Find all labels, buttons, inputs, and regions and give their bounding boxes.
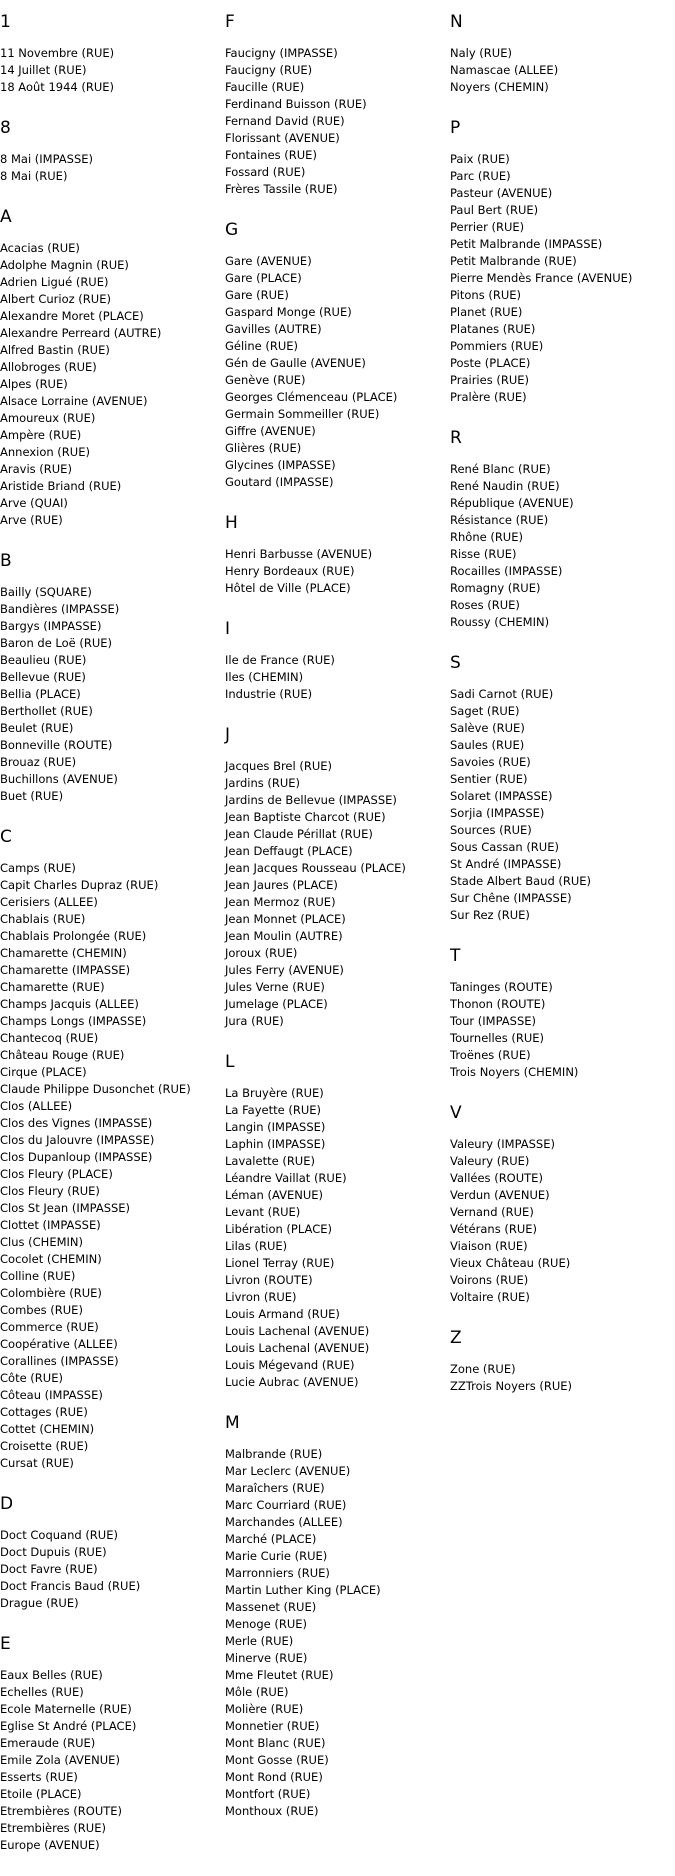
street-item: Joroux (RUE) bbox=[225, 946, 298, 960]
street-item: Verdun (AVENUE) bbox=[450, 1188, 550, 1202]
letter-section bbox=[0, 12, 220, 96]
street-item: 18 Août 1944 (RUE) bbox=[0, 80, 115, 94]
street-item: Echelles (RUE) bbox=[0, 1685, 84, 1699]
street-item: Rocailles (IMPASSE) bbox=[450, 564, 563, 578]
section-heading: C bbox=[0, 827, 12, 847]
street-item: Levant (RUE) bbox=[225, 1205, 301, 1219]
street-item: Clos des Vignes (IMPASSE) bbox=[0, 1116, 153, 1130]
street-list bbox=[0, 1667, 220, 1854]
section-heading: B bbox=[0, 551, 12, 571]
street-item: Thonon (ROUTE) bbox=[450, 997, 546, 1011]
street-item: Mont Rond (RUE) bbox=[225, 1770, 323, 1784]
street-item: Jardins de Bellevue (IMPASSE) bbox=[225, 793, 397, 807]
section-heading: Z bbox=[450, 1328, 462, 1348]
letter-section bbox=[225, 725, 445, 1030]
street-item: Sentier (RUE) bbox=[450, 772, 528, 786]
street-item: Risse (RUE) bbox=[450, 547, 517, 561]
street-item: Lionel Terray (RUE) bbox=[225, 1256, 335, 1270]
street-item: Martin Luther King (PLACE) bbox=[225, 1583, 381, 1597]
street-item: Gén de Gaulle (AVENUE) bbox=[225, 356, 366, 370]
street-item: Jean Deffaugt (PLACE) bbox=[225, 844, 353, 858]
street-list bbox=[225, 1446, 445, 1820]
street-item: Beulet (RUE) bbox=[0, 721, 74, 735]
street-item: Glycines (IMPASSE) bbox=[225, 458, 336, 472]
street-item: La Fayette (RUE) bbox=[225, 1103, 321, 1117]
letter-section bbox=[225, 220, 445, 491]
street-item: Esserts (RUE) bbox=[0, 1770, 78, 1784]
street-list bbox=[450, 979, 670, 1081]
street-item: Champs Longs (IMPASSE) bbox=[0, 1014, 147, 1028]
street-item: Allobroges (RUE) bbox=[0, 360, 97, 374]
street-item: Alexandre Perreard (AUTRE) bbox=[0, 326, 162, 340]
street-list bbox=[450, 461, 670, 631]
street-item: Lucie Aubrac (AVENUE) bbox=[225, 1375, 359, 1389]
street-item: Zone (RUE) bbox=[450, 1362, 516, 1376]
street-item: Géline (RUE) bbox=[225, 339, 299, 353]
street-item: Bailly (SQUARE) bbox=[0, 585, 92, 599]
street-item: Valeury (RUE) bbox=[450, 1154, 530, 1168]
street-item: Jean Mermoz (RUE) bbox=[225, 895, 336, 909]
street-list bbox=[0, 45, 220, 96]
street-item: Bandières (IMPASSE) bbox=[0, 602, 120, 616]
section-heading: H bbox=[225, 513, 238, 533]
street-index-column-2 bbox=[225, 12, 445, 1842]
street-item: Alpes (RUE) bbox=[0, 377, 68, 391]
street-item: Côte (RUE) bbox=[0, 1371, 63, 1385]
section-heading: A bbox=[0, 207, 12, 227]
section-heading: I bbox=[225, 619, 231, 639]
street-item: Troënes (RUE) bbox=[450, 1048, 531, 1062]
street-item: Mar Leclerc (AVENUE) bbox=[225, 1464, 351, 1478]
street-item: Château Rouge (RUE) bbox=[0, 1048, 125, 1062]
street-item: Vernand (RUE) bbox=[450, 1205, 534, 1219]
street-item: Clos Dupanloup (IMPASSE) bbox=[0, 1150, 153, 1164]
street-item: République (AVENUE) bbox=[450, 496, 574, 510]
street-list bbox=[450, 151, 670, 406]
street-item: Bellevue (RUE) bbox=[0, 670, 86, 684]
street-item: Eglise St André (PLACE) bbox=[0, 1719, 137, 1733]
section-heading: E bbox=[0, 1634, 11, 1654]
street-item: Germain Sommeiller (RUE) bbox=[225, 407, 380, 421]
street-item: Laphin (IMPASSE) bbox=[225, 1137, 326, 1151]
letter-section bbox=[225, 1413, 445, 1820]
street-list bbox=[450, 1361, 670, 1395]
street-item: Georges Clémenceau (PLACE) bbox=[225, 390, 398, 404]
street-item: Lavalette (RUE) bbox=[225, 1154, 315, 1168]
section-heading: L bbox=[225, 1052, 235, 1072]
street-item: Alfred Bastin (RUE) bbox=[0, 343, 110, 357]
street-item: Valeury (IMPASSE) bbox=[450, 1137, 555, 1151]
letter-section bbox=[450, 653, 670, 924]
letter-section bbox=[450, 428, 670, 631]
street-item: Solaret (IMPASSE) bbox=[450, 789, 553, 803]
street-item: Glières (RUE) bbox=[225, 441, 302, 455]
street-item: Tournelles (RUE) bbox=[450, 1031, 545, 1045]
street-item: Aravis (RUE) bbox=[0, 462, 72, 476]
street-item: Pralère (RUE) bbox=[450, 390, 527, 404]
street-item: Beaulieu (RUE) bbox=[0, 653, 87, 667]
street-item: Genève (RUE) bbox=[225, 373, 306, 387]
street-item: Petit Malbrande (IMPASSE) bbox=[450, 237, 603, 251]
street-item: Poste (PLACE) bbox=[450, 356, 531, 370]
street-item: Saules (RUE) bbox=[450, 738, 525, 752]
street-list bbox=[225, 1085, 445, 1391]
street-item: Môle (RUE) bbox=[225, 1685, 289, 1699]
street-item: Chablais Prolongée (RUE) bbox=[0, 929, 147, 943]
letter-section bbox=[450, 946, 670, 1081]
street-item: Jules Verne (RUE) bbox=[225, 980, 325, 994]
street-item: Jean Jacques Rousseau (PLACE) bbox=[225, 861, 406, 875]
street-item: Clus (CHEMIN) bbox=[0, 1235, 83, 1249]
street-item: Ampère (RUE) bbox=[0, 428, 82, 442]
street-item: Livron (ROUTE) bbox=[225, 1273, 313, 1287]
street-item: Fossard (RUE) bbox=[225, 165, 306, 179]
street-item: Lilas (RUE) bbox=[225, 1239, 288, 1253]
street-item: Maraîchers (RUE) bbox=[225, 1481, 325, 1495]
street-item: Malbrande (RUE) bbox=[225, 1447, 323, 1461]
letter-section bbox=[0, 207, 220, 529]
street-item: Bellia (PLACE) bbox=[0, 687, 81, 701]
street-item: Tour (IMPASSE) bbox=[450, 1014, 536, 1028]
street-item: Langin (IMPASSE) bbox=[225, 1120, 326, 1134]
letter-section bbox=[0, 118, 220, 185]
street-item: Noyers (CHEMIN) bbox=[450, 80, 549, 94]
street-item: Camps (RUE) bbox=[0, 861, 76, 875]
street-item: Mont Gosse (RUE) bbox=[225, 1753, 329, 1767]
street-item: Montfort (RUE) bbox=[225, 1787, 311, 1801]
street-item: Coopérative (ALLEE) bbox=[0, 1337, 118, 1351]
street-item: Alexandre Moret (PLACE) bbox=[0, 309, 144, 323]
street-item: Platanes (RUE) bbox=[450, 322, 536, 336]
street-item: Alsace Lorraine (AVENUE) bbox=[0, 394, 148, 408]
street-item: Menoge (RUE) bbox=[225, 1617, 307, 1631]
street-item: Chamarette (CHEMIN) bbox=[0, 946, 127, 960]
section-heading: G bbox=[225, 220, 239, 240]
street-item: Jura (RUE) bbox=[225, 1014, 284, 1028]
street-item: 8 Mai (IMPASSE) bbox=[0, 152, 94, 166]
street-index-column-1 bbox=[0, 12, 220, 1876]
street-item: Pierre Mendès France (AVENUE) bbox=[450, 271, 633, 285]
street-item: Marché (PLACE) bbox=[225, 1532, 317, 1546]
street-item: Louis Lachenal (AVENUE) bbox=[225, 1324, 370, 1338]
street-item: Emeraude (RUE) bbox=[0, 1736, 96, 1750]
street-item: Jumelage (PLACE) bbox=[225, 997, 328, 1011]
street-item: Jean Baptiste Charcot (RUE) bbox=[225, 810, 386, 824]
street-list bbox=[0, 1527, 220, 1612]
street-item: Cottet (CHEMIN) bbox=[0, 1422, 95, 1436]
street-item: Libération (PLACE) bbox=[225, 1222, 332, 1236]
street-item: Jean Claude Périllat (RUE) bbox=[225, 827, 373, 841]
street-item: Buet (RUE) bbox=[0, 789, 64, 803]
street-item: Salève (RUE) bbox=[450, 721, 525, 735]
street-item: Croisette (RUE) bbox=[0, 1439, 89, 1453]
street-item: Clos St Jean (IMPASSE) bbox=[0, 1201, 131, 1215]
street-item: Prairies (RUE) bbox=[450, 373, 529, 387]
street-item: Marchandes (ALLEE) bbox=[225, 1515, 343, 1529]
street-item: Gare (PLACE) bbox=[225, 271, 302, 285]
section-heading: 1 bbox=[0, 12, 11, 32]
street-item: Capit Charles Dupraz (RUE) bbox=[0, 878, 159, 892]
street-item: Frères Tassile (RUE) bbox=[225, 182, 338, 196]
street-item: Marie Curie (RUE) bbox=[225, 1549, 328, 1563]
street-item: Ile de France (RUE) bbox=[225, 653, 335, 667]
street-item: Saget (RUE) bbox=[450, 704, 520, 718]
street-item: Doct Coquand (RUE) bbox=[0, 1528, 118, 1542]
street-item: Planet (RUE) bbox=[450, 305, 523, 319]
section-heading: 8 bbox=[0, 118, 11, 138]
street-item: Côteau (IMPASSE) bbox=[0, 1388, 103, 1402]
street-item: Etrembières (RUE) bbox=[0, 1821, 106, 1835]
letter-section bbox=[0, 827, 220, 1472]
street-list bbox=[225, 546, 445, 597]
street-item: Albert Curioz (RUE) bbox=[0, 292, 111, 306]
street-item: Amoureux (RUE) bbox=[0, 411, 96, 425]
section-heading: P bbox=[450, 118, 461, 138]
street-list bbox=[0, 240, 220, 529]
street-item: Faucigny (RUE) bbox=[225, 63, 313, 77]
street-item: Massenet (RUE) bbox=[225, 1600, 317, 1614]
street-item: La Bruyère (RUE) bbox=[225, 1086, 324, 1100]
street-item: Arve (QUAI) bbox=[0, 496, 68, 510]
street-item: Jean Jaures (PLACE) bbox=[225, 878, 338, 892]
section-heading: D bbox=[0, 1494, 14, 1514]
section-heading: T bbox=[450, 946, 461, 966]
street-item: Merle (RUE) bbox=[225, 1634, 294, 1648]
street-item: Cirque (PLACE) bbox=[0, 1065, 87, 1079]
street-item: Clos Fleury (PLACE) bbox=[0, 1167, 113, 1181]
street-item: Sous Cassan (RUE) bbox=[450, 840, 559, 854]
street-item: Gare (RUE) bbox=[225, 288, 289, 302]
street-item: Naly (RUE) bbox=[450, 46, 512, 60]
street-item: Bargys (IMPASSE) bbox=[0, 619, 102, 633]
street-list bbox=[450, 686, 670, 924]
street-item: Louis Lachenal (AVENUE) bbox=[225, 1341, 370, 1355]
street-item: Viaison (RUE) bbox=[450, 1239, 528, 1253]
street-item: Colombière (RUE) bbox=[0, 1286, 102, 1300]
street-item: Léman (AVENUE) bbox=[225, 1188, 323, 1202]
street-item: Ferdinand Buisson (RUE) bbox=[225, 97, 367, 111]
street-item: René Naudin (RUE) bbox=[450, 479, 560, 493]
street-item: Pommiers (RUE) bbox=[450, 339, 544, 353]
street-item: Combes (RUE) bbox=[0, 1303, 83, 1317]
street-item: ZZTrois Noyers (RUE) bbox=[450, 1379, 572, 1393]
street-item: Florissant (AVENUE) bbox=[225, 131, 340, 145]
street-item: Faucille (RUE) bbox=[225, 80, 305, 94]
street-item: Gaspard Monge (RUE) bbox=[225, 305, 352, 319]
street-item: Industrie (RUE) bbox=[225, 687, 313, 701]
street-item: Jules Ferry (AVENUE) bbox=[225, 963, 344, 977]
street-item: Berthollet (RUE) bbox=[0, 704, 93, 718]
street-index-column-3 bbox=[450, 12, 670, 1417]
street-item: Parc (RUE) bbox=[450, 169, 511, 183]
section-heading: F bbox=[225, 12, 235, 32]
street-item: Chamarette (IMPASSE) bbox=[0, 963, 131, 977]
street-item: Pitons (RUE) bbox=[450, 288, 522, 302]
section-heading: J bbox=[225, 725, 231, 745]
street-item: Roussy (CHEMIN) bbox=[450, 615, 550, 629]
street-item: Gavilles (AUTRE) bbox=[225, 322, 322, 336]
street-item: Adolphe Magnin (RUE) bbox=[0, 258, 129, 272]
street-item: Stade Albert Baud (RUE) bbox=[450, 874, 592, 888]
street-item: Bonneville (ROUTE) bbox=[0, 738, 113, 752]
section-heading: S bbox=[450, 653, 461, 673]
letter-section bbox=[0, 1634, 220, 1854]
street-item: Clottet (IMPASSE) bbox=[0, 1218, 101, 1232]
street-item: Emile Zola (AVENUE) bbox=[0, 1753, 120, 1767]
street-item: Monthoux (RUE) bbox=[225, 1804, 319, 1818]
street-list bbox=[225, 652, 445, 703]
letter-section bbox=[450, 1103, 670, 1306]
street-item: Léandre Vaillat (RUE) bbox=[225, 1171, 347, 1185]
street-item: Trois Noyers (CHEMIN) bbox=[450, 1065, 579, 1079]
street-item: Minerve (RUE) bbox=[225, 1651, 308, 1665]
street-item: Buchillons (AVENUE) bbox=[0, 772, 118, 786]
street-item: Taninges (ROUTE) bbox=[450, 980, 553, 994]
street-item: Vallées (ROUTE) bbox=[450, 1171, 543, 1185]
street-item: St André (IMPASSE) bbox=[450, 857, 562, 871]
street-item: Arve (RUE) bbox=[0, 513, 63, 527]
letter-section bbox=[450, 118, 670, 406]
street-item: Commerce (RUE) bbox=[0, 1320, 99, 1334]
street-item: Faucigny (IMPASSE) bbox=[225, 46, 338, 60]
street-item: Goutard (IMPASSE) bbox=[225, 475, 334, 489]
street-list bbox=[450, 45, 670, 96]
street-item: Hôtel de Ville (PLACE) bbox=[225, 581, 351, 595]
street-list bbox=[225, 45, 445, 198]
street-item: Acacias (RUE) bbox=[0, 241, 80, 255]
street-item: Résistance (RUE) bbox=[450, 513, 549, 527]
street-item: Savoies (RUE) bbox=[450, 755, 531, 769]
street-item: Vieux Château (RUE) bbox=[450, 1256, 571, 1270]
street-item: Rhône (RUE) bbox=[450, 530, 523, 544]
street-item: Vétérans (RUE) bbox=[450, 1222, 537, 1236]
street-item: Gare (AVENUE) bbox=[225, 254, 312, 268]
letter-section bbox=[225, 12, 445, 198]
street-item: Monnetier (RUE) bbox=[225, 1719, 320, 1733]
street-item: Etrembières (ROUTE) bbox=[0, 1804, 123, 1818]
street-item: Doct Francis Baud (RUE) bbox=[0, 1579, 141, 1593]
street-item: 11 Novembre (RUE) bbox=[0, 46, 115, 60]
street-item: Doct Dupuis (RUE) bbox=[0, 1545, 107, 1559]
street-item: 8 Mai (RUE) bbox=[0, 169, 68, 183]
street-item: Pasteur (AVENUE) bbox=[450, 186, 553, 200]
street-item: Sur Chêne (IMPASSE) bbox=[450, 891, 572, 905]
street-item: Etoile (PLACE) bbox=[0, 1787, 82, 1801]
street-item: Sorjia (IMPASSE) bbox=[450, 806, 545, 820]
section-heading: R bbox=[450, 428, 462, 448]
letter-section bbox=[225, 1052, 445, 1391]
street-item: Doct Favre (RUE) bbox=[0, 1562, 98, 1576]
street-item: Cocolet (CHEMIN) bbox=[0, 1252, 102, 1266]
street-item: Eaux Belles (RUE) bbox=[0, 1668, 103, 1682]
street-item: Sources (RUE) bbox=[450, 823, 532, 837]
street-item: Iles (CHEMIN) bbox=[225, 670, 304, 684]
street-item: Paul Bert (RUE) bbox=[450, 203, 539, 217]
street-item: Jardins (RUE) bbox=[225, 776, 301, 790]
street-item: Chantecoq (RUE) bbox=[0, 1031, 99, 1045]
street-item: Jean Monnet (PLACE) bbox=[225, 912, 346, 926]
street-item: Perrier (RUE) bbox=[450, 220, 525, 234]
street-list bbox=[225, 253, 445, 491]
street-item: Livron (RUE) bbox=[225, 1290, 297, 1304]
letter-section bbox=[225, 513, 445, 597]
street-item: Clos (ALLEE) bbox=[0, 1099, 73, 1113]
street-item: Clos du Jalouvre (IMPASSE) bbox=[0, 1133, 155, 1147]
street-item: Colline (RUE) bbox=[0, 1269, 76, 1283]
street-item: Marc Courriard (RUE) bbox=[225, 1498, 347, 1512]
section-heading: N bbox=[450, 12, 463, 32]
street-item: Champs Jacquis (ALLEE) bbox=[0, 997, 139, 1011]
street-item: 14 Juillet (RUE) bbox=[0, 63, 87, 77]
letter-section bbox=[225, 619, 445, 703]
street-item: Fontaines (RUE) bbox=[225, 148, 317, 162]
street-item: Louis Mégevand (RUE) bbox=[225, 1358, 355, 1372]
street-item: Mont Blanc (RUE) bbox=[225, 1736, 326, 1750]
street-item: Baron de Loë (RUE) bbox=[0, 636, 113, 650]
street-item: Cerisiers (ALLEE) bbox=[0, 895, 98, 909]
street-item: Fernand David (RUE) bbox=[225, 114, 345, 128]
street-list bbox=[0, 584, 220, 805]
street-list bbox=[0, 860, 220, 1472]
street-item: Ecole Maternelle (RUE) bbox=[0, 1702, 132, 1716]
street-item: Petit Malbrande (RUE) bbox=[450, 254, 577, 268]
section-heading: M bbox=[225, 1413, 240, 1433]
street-item: Europe (AVENUE) bbox=[0, 1838, 100, 1852]
street-item: Voltaire (RUE) bbox=[450, 1290, 530, 1304]
street-list bbox=[225, 758, 445, 1030]
street-item: Drague (RUE) bbox=[0, 1596, 79, 1610]
street-list bbox=[0, 151, 220, 185]
letter-section bbox=[450, 1328, 670, 1395]
street-item: Roses (RUE) bbox=[450, 598, 520, 612]
street-item: Claude Philippe Dusonchet (RUE) bbox=[0, 1082, 191, 1096]
street-item: Giffre (AVENUE) bbox=[225, 424, 316, 438]
street-item: Brouaz (RUE) bbox=[0, 755, 77, 769]
street-item: Henry Bordeaux (RUE) bbox=[225, 564, 355, 578]
street-item: Paix (RUE) bbox=[450, 152, 510, 166]
street-item: Adrien Ligué (RUE) bbox=[0, 275, 109, 289]
street-item: Jean Moulin (AUTRE) bbox=[225, 929, 343, 943]
street-item: Jacques Brel (RUE) bbox=[225, 759, 333, 773]
street-item: Annexion (RUE) bbox=[0, 445, 90, 459]
street-item: Henri Barbusse (AVENUE) bbox=[225, 547, 373, 561]
street-item: Romagny (RUE) bbox=[450, 581, 541, 595]
letter-section bbox=[0, 1494, 220, 1612]
street-item: Cursat (RUE) bbox=[0, 1456, 74, 1470]
street-item: Aristide Briand (RUE) bbox=[0, 479, 122, 493]
street-item: Cottages (RUE) bbox=[0, 1405, 88, 1419]
letter-section bbox=[450, 12, 670, 96]
street-item: Sadi Carnot (RUE) bbox=[450, 687, 554, 701]
street-item: Mme Fleutet (RUE) bbox=[225, 1668, 334, 1682]
street-item: Corallines (IMPASSE) bbox=[0, 1354, 119, 1368]
street-item: René Blanc (RUE) bbox=[450, 462, 551, 476]
letter-section bbox=[0, 551, 220, 805]
street-list bbox=[450, 1136, 670, 1306]
street-item: Sur Rez (RUE) bbox=[450, 908, 530, 922]
street-item: Marronniers (RUE) bbox=[225, 1566, 330, 1580]
street-item: Chablais (RUE) bbox=[0, 912, 86, 926]
section-heading: V bbox=[450, 1103, 462, 1123]
street-item: Louis Armand (RUE) bbox=[225, 1307, 340, 1321]
street-item: Molière (RUE) bbox=[225, 1702, 304, 1716]
street-item: Namascae (ALLEE) bbox=[450, 63, 559, 77]
street-item: Voirons (RUE) bbox=[450, 1273, 529, 1287]
street-item: Clos Fleury (RUE) bbox=[0, 1184, 100, 1198]
street-item: Chamarette (RUE) bbox=[0, 980, 105, 994]
